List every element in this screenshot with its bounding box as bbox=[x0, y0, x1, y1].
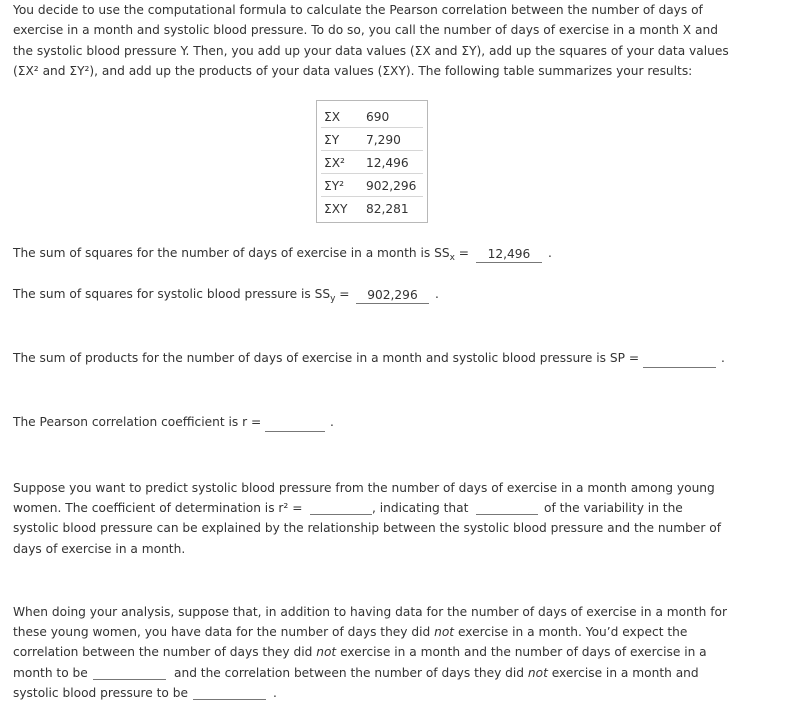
not-exercise-line bbox=[13, 622, 727, 642]
row-value: 902,296 bbox=[363, 174, 423, 197]
emphasis-not: not bbox=[316, 645, 337, 660]
intro-line: (ΣX² and ΣY²), and add up the products of your data values (ΣXY). The following table summarizes your results: bbox=[13, 63, 693, 78]
text-segment bbox=[174, 663, 699, 683]
not-exercise-line: When doing your analysis, suppose that, in addition to having data for the number of days of exercise in a month for bbox=[13, 605, 727, 619]
row-value: 82,281 bbox=[366, 202, 409, 216]
determination-line: days of exercise in a month. bbox=[13, 541, 186, 556]
ssx-subscript: x bbox=[449, 253, 455, 263]
text-segment: correlation between the number of days they did bbox=[13, 645, 317, 660]
ssy-subscript: y bbox=[330, 294, 336, 304]
text-segment: exercise in a month. You’d expect the bbox=[454, 625, 688, 640]
variability-text: of the variability in the bbox=[544, 501, 683, 516]
emphasis-not: not bbox=[434, 625, 455, 640]
pearson-answer-field[interactable] bbox=[265, 416, 325, 432]
ssy-period: . bbox=[435, 287, 439, 301]
ssy-question bbox=[13, 287, 350, 304]
row-label: ΣX² bbox=[321, 151, 363, 174]
sp-period: . bbox=[721, 351, 725, 365]
text-segment: exercise in a month and the number of days of exercise in a bbox=[336, 645, 707, 660]
ssx-answer-field[interactable]: 12,496 bbox=[476, 247, 542, 263]
sp-question: The sum of products for the number of days of exercise in a month and systolic blood pressure is SP = bbox=[13, 351, 640, 365]
row-value: 12,496 bbox=[363, 151, 423, 174]
row-value: 690 bbox=[363, 105, 423, 128]
summary-table bbox=[316, 100, 428, 223]
emphasis-not: not bbox=[527, 665, 548, 680]
text-segment: these young women, you have data for the number of days they did bbox=[13, 625, 435, 640]
ssy-equals: = bbox=[335, 287, 350, 301]
r2-text: women. The coefficient of determination is r² = bbox=[13, 501, 303, 516]
ssy-answer-field[interactable]: 902,296 bbox=[356, 288, 429, 304]
ssx-equals: = bbox=[454, 246, 469, 260]
intro-line: You decide to use the computational formula to calculate the Pearson correlation between the number of days of bbox=[13, 3, 703, 17]
row-value: 7,290 bbox=[363, 128, 423, 151]
r2-answer-field[interactable] bbox=[310, 499, 372, 515]
text-segment: exercise in a month and bbox=[547, 665, 699, 680]
sp-answer-field[interactable] bbox=[643, 352, 716, 368]
bp-correlation-answer-field[interactable] bbox=[193, 684, 266, 700]
ssx-question bbox=[13, 246, 469, 263]
table-row bbox=[321, 105, 423, 128]
month-to-be-text: month to be bbox=[13, 665, 88, 680]
row-label: ΣXY bbox=[324, 202, 348, 216]
not-exercise-line bbox=[13, 663, 727, 683]
row-label: ΣY bbox=[321, 128, 363, 151]
determination-paragraph bbox=[13, 478, 721, 559]
table-row bbox=[321, 151, 423, 174]
pearson-period: . bbox=[330, 415, 334, 429]
variability-answer-field[interactable] bbox=[476, 499, 538, 515]
intro-paragraph bbox=[13, 0, 753, 81]
intro-line: exercise in a month and systolic blood pressure. To do so, you call the number of days of exercise in a month X and bbox=[13, 23, 718, 38]
determination-line bbox=[13, 498, 721, 518]
days-correlation-answer-field[interactable] bbox=[93, 664, 166, 680]
indicating-text: , indicating that bbox=[372, 501, 469, 516]
blood-pressure-to-be-text: systolic blood pressure to be bbox=[13, 685, 188, 700]
not-exercise-line bbox=[13, 642, 727, 662]
ssx-period: . bbox=[548, 246, 552, 260]
determination-line: Suppose you want to predict systolic blood pressure from the number of days of exercise in a month among young bbox=[13, 481, 715, 495]
row-label: ΣX bbox=[321, 105, 363, 128]
row-label: ΣY² bbox=[321, 174, 363, 197]
intro-line: the systolic blood pressure Y. Then, you add up your data values (ΣX and ΣY), add up the squares of your data values bbox=[13, 43, 729, 58]
pearson-question: The Pearson correlation coefficient is r = bbox=[13, 415, 262, 429]
text-segment: and the correlation between the number of days they did bbox=[174, 665, 528, 680]
table-row bbox=[321, 174, 423, 197]
final-period: . bbox=[273, 685, 277, 700]
ssy-text: The sum of squares for systolic blood pressure is SS bbox=[13, 287, 331, 301]
determination-line: systolic blood pressure can be explained by the relationship between the systolic blood pressure and the number of bbox=[13, 521, 722, 536]
table-row bbox=[321, 128, 423, 151]
not-exercise-paragraph bbox=[13, 602, 727, 703]
not-exercise-line bbox=[13, 683, 727, 703]
ssx-text: The sum of squares for the number of days of exercise in a month is SS bbox=[13, 246, 450, 260]
table-row bbox=[321, 197, 423, 219]
